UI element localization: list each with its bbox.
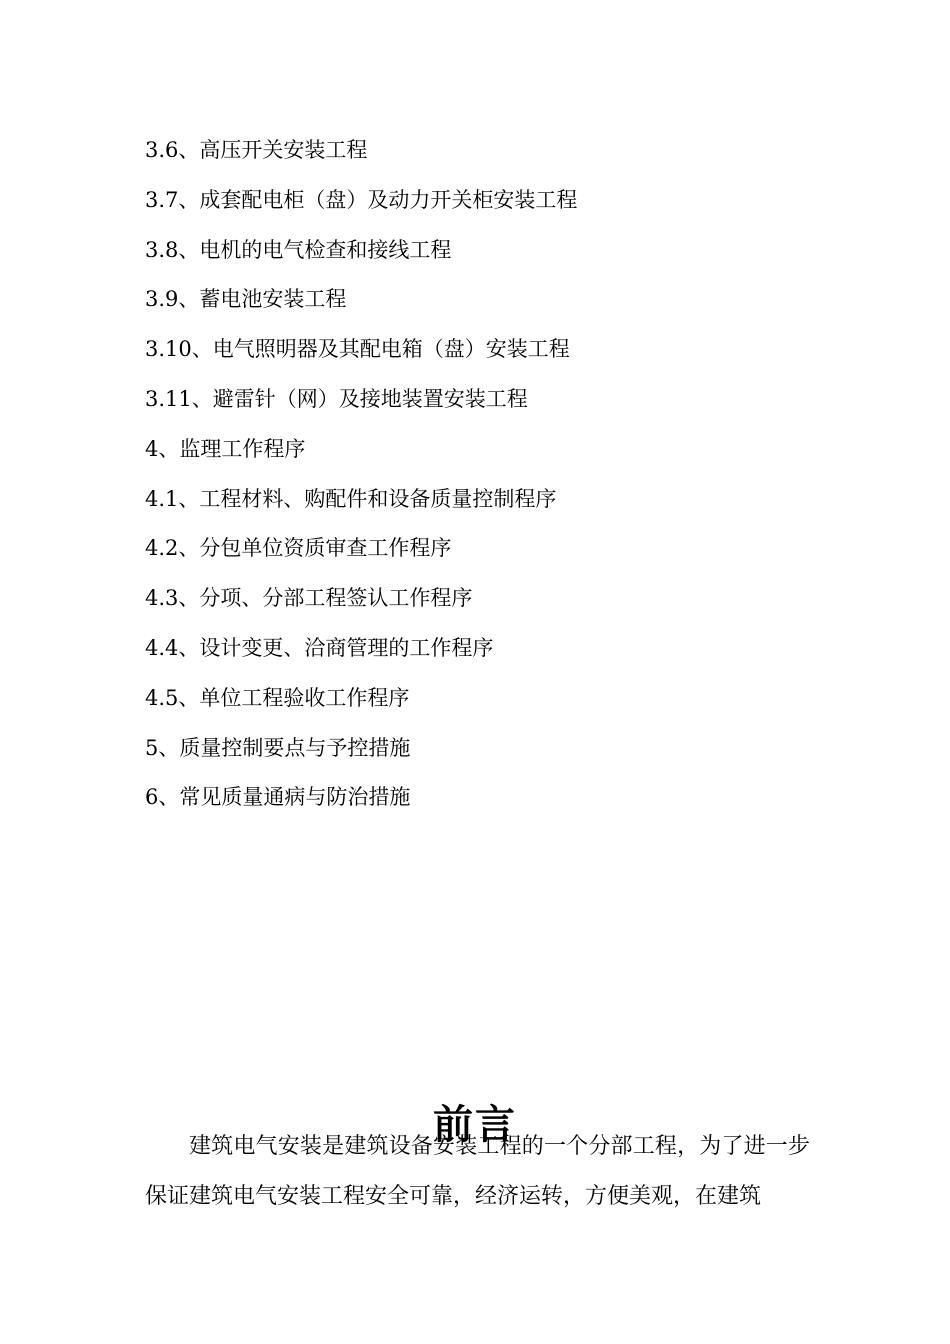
toc-item: 3.8、电机的电气检查和接线工程	[145, 237, 452, 262]
toc-item: 4.1、工程材料、购配件和设备质量控制程序	[145, 486, 557, 511]
toc-item: 3.10、电气照明器及其配电箱（盘）安装工程	[145, 337, 570, 362]
toc-item: 3.7、成套配电柜（盘）及动力开关柜安装工程	[145, 187, 578, 212]
toc-item: 4.4、设计变更、洽商管理的工作程序	[145, 635, 494, 660]
toc-item: 4.3、分项、分部工程签认工作程序	[145, 586, 473, 611]
toc-item: 5、质量控制要点与予控措施	[145, 735, 411, 760]
toc-item: 4、监理工作程序	[145, 436, 306, 461]
toc-item: 3.11、避雷针（网）及接地装置安装工程	[145, 386, 528, 411]
table-of-contents	[145, 128, 825, 825]
preface-title: 前言	[433, 1100, 517, 1148]
toc-item: 4.2、分包单位资质审查工作程序	[145, 536, 452, 561]
toc-item: 3.6、高压开关安装工程	[145, 138, 368, 162]
toc-item: 6、常见质量通病与防治措施	[145, 785, 411, 810]
toc-item: 4.5、单位工程验收工作程序	[145, 685, 410, 710]
preface-paragraph: 建筑电气安装是建筑设备安装工程的一个分部工程，为了进一步保证建筑电气安装工程安全可靠，经济运转，方便美观，在建筑	[145, 1134, 810, 1209]
toc-item: 3.9、蓄电池安装工程	[145, 287, 347, 312]
